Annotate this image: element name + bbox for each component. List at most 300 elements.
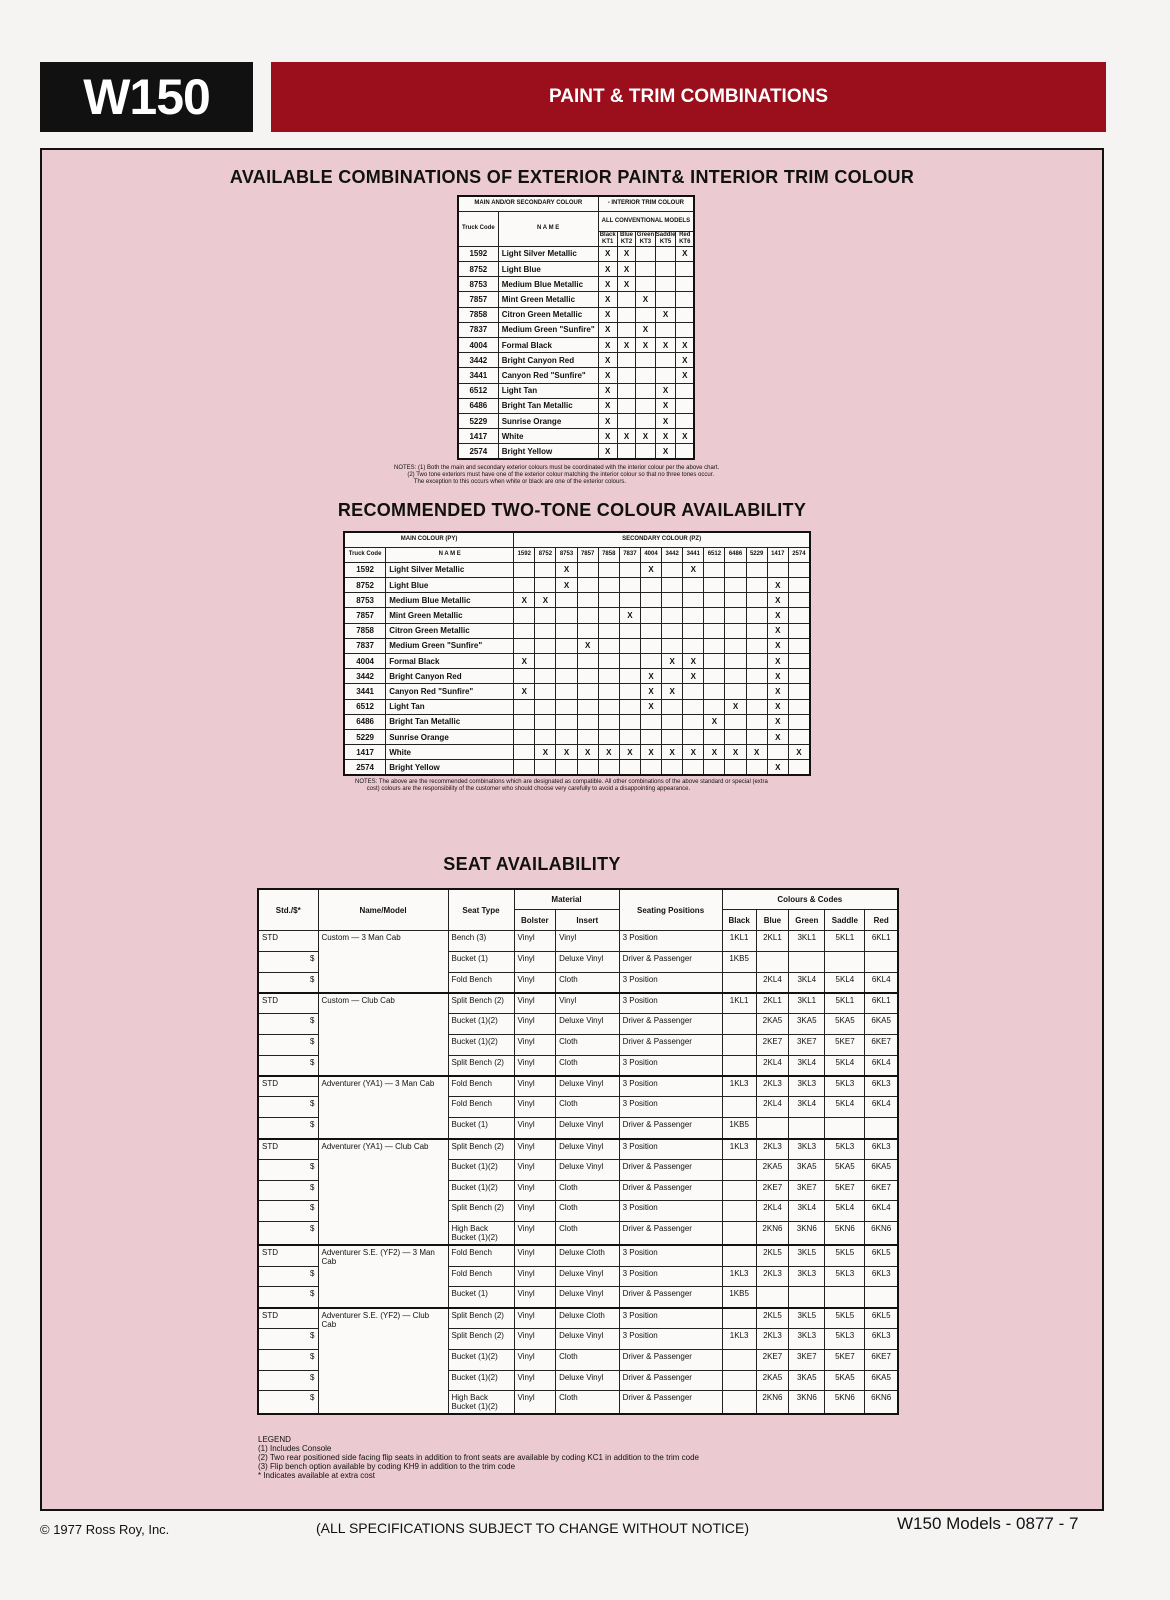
code-saddle: 5KA5: [825, 1159, 865, 1180]
trim-mark: [655, 262, 676, 277]
code-blue: 2KL4: [756, 972, 788, 993]
code-blue: 2KA5: [756, 1370, 788, 1391]
bolster: Vinyl: [514, 1222, 556, 1246]
two-tone-mark: [683, 699, 704, 714]
std-indicator: $: [258, 1159, 318, 1180]
trim-mark: [617, 368, 635, 383]
std-header: Std./$*: [258, 889, 318, 931]
two-tone-mark: [725, 669, 746, 684]
two-tone-mark: [746, 669, 767, 684]
seat-type: Bench (3): [448, 931, 514, 952]
header-row: [344, 532, 810, 547]
truck-code: 7837: [458, 322, 498, 337]
two-tone-mark: [577, 699, 598, 714]
code-red: 6KL5: [865, 1308, 898, 1329]
code-saddle: 5KL4: [825, 1055, 865, 1076]
code-black: [722, 1391, 756, 1415]
model-name: Adventurer (YA1) — Club Cab: [318, 1139, 448, 1246]
two-tone-mark: [556, 669, 577, 684]
two-tone-mark: [640, 638, 661, 653]
two-tone-mark: [788, 669, 810, 684]
code-header: Truck Code: [458, 211, 498, 246]
table-row: [344, 684, 810, 699]
two-tone-mark: [556, 593, 577, 608]
name-header: Name/Model: [318, 889, 448, 931]
code-blue: [756, 1287, 788, 1308]
trim-mark: X: [655, 429, 676, 444]
two-tone-mark: [640, 578, 661, 593]
code-blue: 2KL3: [756, 1266, 788, 1287]
colour-name: White: [386, 745, 514, 760]
truck-code: 7857: [344, 608, 386, 623]
two-tone-mark: [514, 745, 535, 760]
secondary-column-header: 8752: [535, 547, 556, 562]
seat-type: Split Bench (2): [448, 1055, 514, 1076]
trim-colour-header: - INTERIOR TRIM COLOUR: [598, 196, 694, 211]
two-tone-mark: [662, 608, 683, 623]
black-header: Black: [722, 910, 756, 931]
colour-name: Bright Canyon Red: [386, 669, 514, 684]
truck-code: 3442: [458, 353, 498, 368]
table-row: [344, 593, 810, 608]
bolster: Vinyl: [514, 1076, 556, 1097]
colour-name: Bright Tan Metallic: [386, 714, 514, 729]
secondary-column-header: 1592: [514, 547, 535, 562]
colour-name: Medium Green "Sunfire": [498, 322, 598, 337]
trim-mark: X: [617, 277, 635, 292]
table-row: [458, 322, 694, 337]
seat-type: Split Bench (2): [448, 993, 514, 1014]
two-tone-mark: [535, 669, 556, 684]
truck-code: 3441: [458, 368, 498, 383]
seat-type: Fold Bench: [448, 1076, 514, 1097]
code-black: 1KB5: [722, 1287, 756, 1308]
name-header: N A M E: [498, 211, 598, 246]
code-green: 3KA5: [789, 1370, 825, 1391]
colours-header: Colours & Codes: [722, 889, 898, 910]
secondary-colour-header: SECONDARY COLOUR (PZ): [514, 532, 810, 547]
seat-type: Fold Bench: [448, 1245, 514, 1266]
section3-title: SEAT AVAILABILITY: [443, 854, 621, 874]
truck-code: 5229: [344, 729, 386, 744]
seat-type: Split Bench (2): [448, 1328, 514, 1349]
trim-mark: [617, 307, 635, 322]
code-blue: 2KN6: [756, 1391, 788, 1415]
std-indicator: $: [258, 1097, 318, 1118]
std-indicator: $: [258, 1287, 318, 1308]
two-tone-mark: [535, 623, 556, 638]
code-saddle: 5KL4: [825, 1097, 865, 1118]
seating-header: Seating Positions: [619, 889, 722, 931]
two-tone-mark: [704, 760, 725, 775]
trim-mark: [676, 398, 694, 413]
truck-code: 6512: [344, 699, 386, 714]
trim-mark: X: [598, 338, 617, 353]
two-tone-mark: [704, 699, 725, 714]
code-blue: 2KL3: [756, 1328, 788, 1349]
two-tone-mark: X: [767, 669, 788, 684]
two-tone-mark: [577, 623, 598, 638]
two-tone-mark: [556, 760, 577, 775]
truck-code: 8752: [458, 262, 498, 277]
table-row: [344, 714, 810, 729]
insert: Deluxe Cloth: [556, 1245, 620, 1266]
two-tone-mark: [556, 699, 577, 714]
two-tone-mark: [619, 760, 640, 775]
two-tone-mark: X: [767, 593, 788, 608]
two-tone-mark: [704, 623, 725, 638]
two-tone-mark: X: [514, 593, 535, 608]
code-red: 6KA5: [865, 1370, 898, 1391]
bolster: Vinyl: [514, 931, 556, 952]
seat-type: Bucket (1)(2): [448, 1159, 514, 1180]
table-row: [344, 654, 810, 669]
colour-name: Bright Tan Metallic: [498, 398, 598, 413]
trim-mark: X: [636, 322, 656, 337]
two-tone-mark: [640, 654, 661, 669]
insert: Deluxe Cloth: [556, 1308, 620, 1329]
two-tone-mark: [746, 699, 767, 714]
std-indicator: $: [258, 1349, 318, 1370]
two-tone-mark: [662, 714, 683, 729]
std-indicator: STD: [258, 1139, 318, 1160]
code-blue: 2KE7: [756, 1035, 788, 1056]
seating-positions: 3 Position: [619, 1328, 722, 1349]
code-blue: 2KL1: [756, 931, 788, 952]
code-black: [722, 1308, 756, 1329]
colour-name: Light Tan: [386, 699, 514, 714]
code-blue: 2KL4: [756, 1097, 788, 1118]
table-row: [458, 353, 694, 368]
std-indicator: STD: [258, 1076, 318, 1097]
code-saddle: 5KL3: [825, 1076, 865, 1097]
bolster: Vinyl: [514, 1349, 556, 1370]
colour-name: Light Blue: [498, 262, 598, 277]
code-green: 3KE7: [789, 1180, 825, 1201]
insert: Cloth: [556, 1349, 620, 1370]
std-indicator: $: [258, 1118, 318, 1139]
two-tone-mark: [788, 684, 810, 699]
two-tone-mark: [598, 699, 619, 714]
bolster: Vinyl: [514, 1245, 556, 1266]
two-tone-mark: X: [704, 714, 725, 729]
code-black: [722, 1014, 756, 1035]
code-red: 6KN6: [865, 1391, 898, 1415]
colour-name: Bright Yellow: [386, 760, 514, 775]
seating-positions: Driver & Passenger: [619, 1014, 722, 1035]
code-red: [865, 1118, 898, 1139]
code-saddle: [825, 1287, 865, 1308]
bolster: Vinyl: [514, 1159, 556, 1180]
trim-column-header: Saddle KT5: [655, 231, 676, 245]
trim-mark: [617, 292, 635, 307]
trim-mark: X: [617, 338, 635, 353]
bolster: Vinyl: [514, 993, 556, 1014]
table-row: [458, 444, 694, 459]
two-tone-mark: [725, 562, 746, 577]
two-tone-mark: [662, 562, 683, 577]
table-row: [458, 383, 694, 398]
code-green: 3KL1: [789, 931, 825, 952]
std-indicator: $: [258, 1055, 318, 1076]
seat-type: Split Bench (2): [448, 1201, 514, 1222]
two-tone-mark: [662, 623, 683, 638]
page-title: PAINT & TRIM COMBINATIONS: [271, 62, 1106, 132]
truck-code: 3442: [344, 669, 386, 684]
secondary-column-header: 6512: [704, 547, 725, 562]
code-green: 3KL3: [789, 1076, 825, 1097]
insert: Vinyl: [556, 993, 620, 1014]
model-name: Custom — 3 Man Cab: [318, 931, 448, 993]
colour-name: Medium Blue Metallic: [386, 593, 514, 608]
two-tone-mark: [598, 578, 619, 593]
two-tone-mark: [598, 623, 619, 638]
two-tone-mark: X: [767, 654, 788, 669]
secondary-column-header: 4004: [640, 547, 661, 562]
table-row: [258, 1245, 898, 1266]
two-tone-mark: [514, 608, 535, 623]
two-tone-mark: [662, 638, 683, 653]
two-tone-mark: X: [746, 745, 767, 760]
two-tone-mark: [535, 684, 556, 699]
bolster: Vinyl: [514, 1266, 556, 1287]
code-green: 3KL3: [789, 1328, 825, 1349]
two-tone-mark: [788, 608, 810, 623]
two-tone-mark: [619, 578, 640, 593]
trim-mark: [617, 413, 635, 428]
secondary-column-header: 7858: [598, 547, 619, 562]
legend-line: (3) Flip bench option available by coding KH9 in addition to the trim code: [258, 1462, 516, 1471]
two-tone-mark: [662, 760, 683, 775]
two-tone-mark: [514, 760, 535, 775]
trim-mark: X: [598, 353, 617, 368]
code-blue: 2KN6: [756, 1222, 788, 1246]
code-black: 1KL3: [722, 1328, 756, 1349]
seating-positions: 3 Position: [619, 931, 722, 952]
two-tone-mark: X: [725, 745, 746, 760]
truck-code: 1592: [344, 562, 386, 577]
two-tone-mark: [788, 593, 810, 608]
main-colour-header: MAIN COLOUR (PY): [344, 532, 514, 547]
trim-mark: [676, 413, 694, 428]
colour-name: Bright Canyon Red: [498, 353, 598, 368]
code-green: 3KE7: [789, 1035, 825, 1056]
two-tone-mark: [746, 684, 767, 699]
two-tone-mark: [640, 608, 661, 623]
secondary-column-header: 8753: [556, 547, 577, 562]
trim-mark: X: [676, 338, 694, 353]
two-tone-mark: X: [767, 760, 788, 775]
legend-line: (2) Two rear positioned side facing flip seats in addition to front seats are available by coding KC1 in addition to the trim code: [258, 1453, 699, 1462]
two-tone-mark: [619, 562, 640, 577]
two-tone-mark: [746, 623, 767, 638]
bolster-header: Bolster: [514, 910, 556, 931]
colour-name: Mint Green Metallic: [386, 608, 514, 623]
two-tone-mark: [514, 578, 535, 593]
two-tone-mark: X: [662, 745, 683, 760]
trim-mark: X: [617, 246, 635, 261]
code-blue: 2KE7: [756, 1180, 788, 1201]
truck-code: 4004: [458, 338, 498, 353]
two-tone-mark: [598, 638, 619, 653]
bolster: Vinyl: [514, 972, 556, 993]
two-tone-mark: [535, 699, 556, 714]
colour-name: Formal Black: [386, 654, 514, 669]
two-tone-mark: [514, 714, 535, 729]
two-tone-mark: [640, 714, 661, 729]
insert: Deluxe Vinyl: [556, 1287, 620, 1308]
colour-name: Light Silver Metallic: [386, 562, 514, 577]
insert: Cloth: [556, 1035, 620, 1056]
main-colour-header: MAIN AND/OR SECONDARY COLOUR: [458, 196, 598, 211]
insert: Vinyl: [556, 931, 620, 952]
code-saddle: 5KE7: [825, 1349, 865, 1370]
seating-positions: Driver & Passenger: [619, 1159, 722, 1180]
two-tone-mark: [514, 562, 535, 577]
trim-mark: [636, 383, 656, 398]
code-green: 3KL5: [789, 1308, 825, 1329]
model-name: Custom — Club Cab: [318, 993, 448, 1076]
trim-mark: [636, 353, 656, 368]
code-green: 3KN6: [789, 1391, 825, 1415]
code-blue: 2KL5: [756, 1245, 788, 1266]
code-red: 6KL4: [865, 1097, 898, 1118]
table-row: [458, 413, 694, 428]
two-tone-mark: [683, 729, 704, 744]
seating-positions: 3 Position: [619, 1097, 722, 1118]
two-tone-mark: [788, 699, 810, 714]
section1-title: AVAILABLE COMBINATIONS OF EXTERIOR PAINT& INTERIOR TRIM COLOUR: [229, 167, 915, 187]
two-tone-mark: [683, 593, 704, 608]
two-tone-mark: [683, 638, 704, 653]
two-tone-mark: [725, 638, 746, 653]
code-black: 1KB5: [722, 1118, 756, 1139]
insert: Cloth: [556, 1055, 620, 1076]
code-saddle: 5KN6: [825, 1222, 865, 1246]
insert: Deluxe Vinyl: [556, 1328, 620, 1349]
two-tone-mark: [746, 638, 767, 653]
two-tone-mark: X: [556, 745, 577, 760]
code-saddle: [825, 1118, 865, 1139]
seat-type: Bucket (1)(2): [448, 1180, 514, 1201]
two-tone-mark: [598, 760, 619, 775]
code-blue: 2KL3: [756, 1139, 788, 1160]
trim-mark: [655, 368, 676, 383]
code-red: 6KL1: [865, 993, 898, 1014]
trim-mark: X: [598, 322, 617, 337]
code-green: [789, 951, 825, 972]
copyright: © 1977 Ross Roy, Inc.: [40, 1522, 170, 1537]
code-blue: 2KL4: [756, 1055, 788, 1076]
seating-positions: Driver & Passenger: [619, 1180, 722, 1201]
table-row: [458, 429, 694, 444]
seating-positions: 3 Position: [619, 972, 722, 993]
colour-name: Mint Green Metallic: [498, 292, 598, 307]
table-row: [258, 931, 898, 952]
two-tone-mark: [725, 608, 746, 623]
seating-positions: 3 Position: [619, 1201, 722, 1222]
two-tone-mark: [788, 760, 810, 775]
code-saddle: 5KE7: [825, 1035, 865, 1056]
trim-mark: X: [598, 398, 617, 413]
table-row: [458, 338, 694, 353]
two-tone-mark: X: [767, 578, 788, 593]
two-tone-mark: [640, 760, 661, 775]
trim-mark: X: [636, 429, 656, 444]
two-tone-mark: [746, 608, 767, 623]
bolster: Vinyl: [514, 1370, 556, 1391]
seating-positions: 3 Position: [619, 1076, 722, 1097]
trim-mark: [655, 246, 676, 261]
code-black: [722, 1245, 756, 1266]
std-indicator: $: [258, 1035, 318, 1056]
seat-type: Bucket (1)(2): [448, 1014, 514, 1035]
two-tone-mark: [683, 684, 704, 699]
code-black: 1KL1: [722, 931, 756, 952]
material-header: Material: [514, 889, 619, 910]
table-row: [458, 307, 694, 322]
code-black: 1KL1: [722, 993, 756, 1014]
two-tone-mark: X: [556, 562, 577, 577]
two-tone-mark: [598, 608, 619, 623]
truck-code: 3441: [344, 684, 386, 699]
two-tone-mark: X: [514, 654, 535, 669]
secondary-column-header: 2574: [788, 547, 810, 562]
two-tone-mark: [535, 608, 556, 623]
colour-name: Canyon Red "Sunfire": [498, 368, 598, 383]
truck-code: 8753: [344, 593, 386, 608]
header-row: [458, 196, 694, 211]
two-tone-mark: [683, 623, 704, 638]
seat-type: Bucket (1)(2): [448, 1370, 514, 1391]
two-tone-mark: [683, 760, 704, 775]
two-tone-mark: [746, 578, 767, 593]
bolster: Vinyl: [514, 1391, 556, 1415]
code-saddle: 5KL4: [825, 972, 865, 993]
two-tone-mark: X: [767, 638, 788, 653]
code-red: [865, 1287, 898, 1308]
seating-positions: Driver & Passenger: [619, 1222, 722, 1246]
colour-name: Light Tan: [498, 383, 598, 398]
trim-mark: [617, 353, 635, 368]
trim-mark: [676, 262, 694, 277]
models-header: ALL CONVENTIONAL MODELS: [598, 211, 694, 231]
trim-mark: X: [598, 444, 617, 459]
two-tone-mark: X: [640, 669, 661, 684]
trim-mark: X: [598, 383, 617, 398]
seat-availability-table: [257, 888, 899, 1415]
section2-title: RECOMMENDED TWO-TONE COLOUR AVAILABILITY: [337, 500, 807, 520]
trim-mark: [676, 292, 694, 307]
two-tone-mark: [725, 593, 746, 608]
code-black: [722, 1035, 756, 1056]
code-green: 3KL4: [789, 972, 825, 993]
colour-name: Medium Green "Sunfire": [386, 638, 514, 653]
seating-positions: 3 Position: [619, 1245, 722, 1266]
trim-mark: X: [598, 368, 617, 383]
two-tone-mark: [662, 669, 683, 684]
two-tone-mark: [662, 578, 683, 593]
name-header: N A M E: [386, 547, 514, 562]
code-saddle: 5KE7: [825, 1180, 865, 1201]
truck-code: 8753: [458, 277, 498, 292]
code-black: 1KL3: [722, 1266, 756, 1287]
two-tone-mark: [662, 729, 683, 744]
colour-name: Citron Green Metallic: [386, 623, 514, 638]
code-blue: 2KA5: [756, 1159, 788, 1180]
two-tone-mark: [683, 714, 704, 729]
two-tone-mark: [556, 654, 577, 669]
